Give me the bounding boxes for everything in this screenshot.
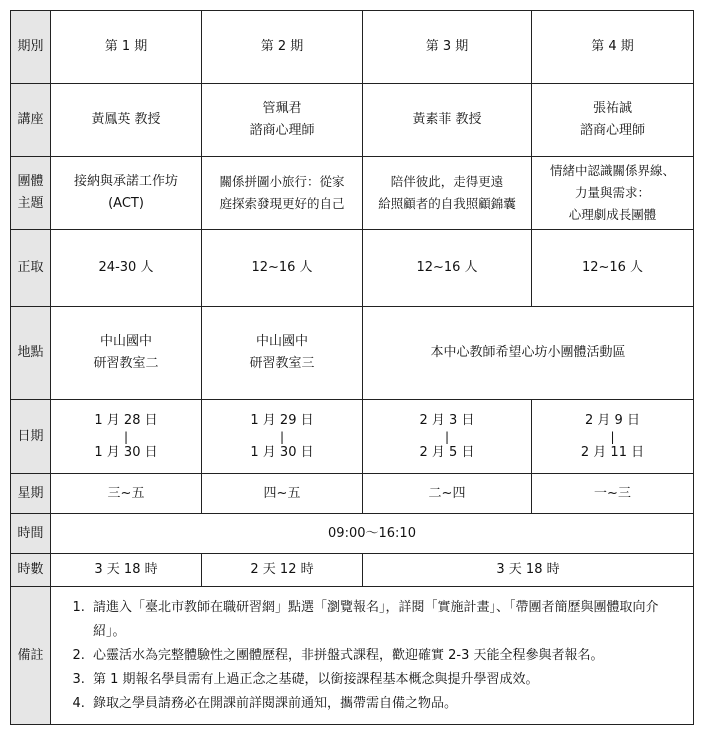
hours-2: 2 天 12 時 — [202, 554, 363, 587]
topic-4 — [532, 157, 694, 230]
header-admit: 正取 — [11, 230, 51, 307]
date-start: 1 月 29 日 — [250, 412, 314, 428]
note-item: 3. 第 1 期報名學員需有上過正念之基礎，以銜接課程基本概念與提升學習成效。 — [89, 668, 685, 692]
topic-2 — [202, 157, 363, 230]
weekday-3: 二~四 — [363, 474, 532, 514]
date-start: 1 月 28 日 — [94, 412, 158, 428]
topic-line: 力量與需求： — [574, 185, 650, 200]
location-line: 中山國中 — [99, 334, 152, 349]
location-2 — [202, 307, 363, 400]
weekday-4: 一~三 — [532, 474, 694, 514]
date-separator: | — [444, 429, 450, 444]
lecturer-title: 諮商心理師 — [249, 123, 315, 138]
location-3-4: 本中心教師希望心坊小團體活動區 — [363, 307, 694, 400]
lecturer-name: 張祐誠 — [592, 101, 632, 116]
date-end: 2 月 5 日 — [419, 444, 475, 460]
row-weekday — [11, 474, 694, 514]
date-3 — [363, 400, 532, 474]
date-1 — [51, 400, 202, 474]
lecturer-2 — [202, 84, 363, 157]
header-topic: 團體 主題 — [11, 157, 51, 230]
header-lecturer: 講座 — [11, 84, 51, 157]
lecturer-name: 黃鳳英 教授 — [91, 112, 161, 127]
date-separator: | — [123, 429, 129, 444]
date-4 — [532, 400, 694, 474]
lecturer-4 — [532, 84, 694, 157]
header-period: 期別 — [11, 11, 51, 84]
row-location — [11, 307, 694, 400]
row-period — [11, 11, 694, 84]
admit-4: 12~16 人 — [532, 230, 694, 307]
location-line: 中山國中 — [255, 334, 308, 349]
lecturer-1 — [51, 84, 202, 157]
header-date: 日期 — [11, 400, 51, 474]
row-hours — [11, 554, 694, 587]
topic-line: 情緒中認識關係界線、 — [549, 163, 675, 178]
topic-line: 關係拼圖小旅行：從家 — [219, 174, 345, 189]
notes-list — [53, 592, 691, 720]
date-start: 2 月 9 日 — [585, 412, 640, 428]
period-4: 第 4 期 — [532, 11, 694, 84]
hours-3-4: 3 天 18 時 — [363, 554, 694, 587]
date-end: 1 月 30 日 — [94, 444, 158, 460]
hours-1: 3 天 18 時 — [51, 554, 202, 587]
weekday-1: 三~五 — [51, 474, 202, 514]
header-hours: 時數 — [11, 554, 51, 587]
notes-cell — [51, 587, 694, 725]
row-admit — [11, 230, 694, 307]
period-3: 第 3 期 — [363, 11, 532, 84]
topic-1 — [51, 157, 202, 230]
note-item: 4. 錄取之學員請務必在開課前詳閱課前通知，攜帶需自備之物品。 — [89, 692, 685, 716]
location-1 — [51, 307, 202, 400]
topic-line: 陪伴彼此，走得更遠 — [390, 174, 504, 189]
row-date — [11, 400, 694, 474]
header-location: 地點 — [11, 307, 51, 400]
schedule-table — [10, 10, 694, 725]
lecturer-name: 黃素菲 教授 — [412, 112, 482, 127]
period-2: 第 2 期 — [202, 11, 363, 84]
topic-line: 心理劇成長團體 — [568, 207, 657, 222]
location-line: 研習教室三 — [249, 356, 315, 371]
date-start: 2 月 3 日 — [419, 412, 475, 428]
topic-line: 庭探索發現更好的自己 — [219, 196, 345, 211]
date-end: 1 月 30 日 — [250, 444, 314, 460]
lecturer-3 — [363, 84, 532, 157]
admit-1: 24-30 人 — [51, 230, 202, 307]
note-item: 1. 請進入「臺北市教師在職研習網」點選「瀏覽報名」，詳閱「實施計畫」、「帶團者簡歷與團體取向介紹」。 — [89, 596, 685, 644]
period-1: 第 1 期 — [51, 11, 202, 84]
row-notes — [11, 587, 694, 725]
lecturer-name: 管珮君 — [262, 101, 302, 116]
topic-line: 接納與承諾工作坊 — [73, 174, 178, 189]
row-time — [11, 514, 694, 554]
weekday-2: 四~五 — [202, 474, 363, 514]
date-end: 2 月 11 日 — [580, 444, 645, 460]
date-separator: | — [279, 429, 285, 444]
date-2 — [202, 400, 363, 474]
location-line: 研習教室二 — [93, 356, 159, 371]
topic-3 — [363, 157, 532, 230]
lecturer-title: 諮商心理師 — [579, 123, 645, 138]
note-item: 2. 心靈活水為完整體驗性之團體歷程，非拼盤式課程，歡迎確實 2-3 天能全程參與者報名。 — [89, 644, 685, 668]
admit-2: 12~16 人 — [202, 230, 363, 307]
admit-3: 12~16 人 — [363, 230, 532, 307]
header-weekday: 星期 — [11, 474, 51, 514]
date-separator: | — [610, 429, 615, 444]
row-topic — [11, 157, 694, 230]
topic-line: 給照顧者的自我照顧錦囊 — [378, 196, 516, 211]
header-notes: 備註 — [11, 587, 51, 725]
row-lecturer — [11, 84, 694, 157]
header-time: 時間 — [11, 514, 51, 554]
time-value: 09:00～16:10 — [51, 514, 694, 554]
topic-line: (ACT) — [108, 196, 144, 211]
